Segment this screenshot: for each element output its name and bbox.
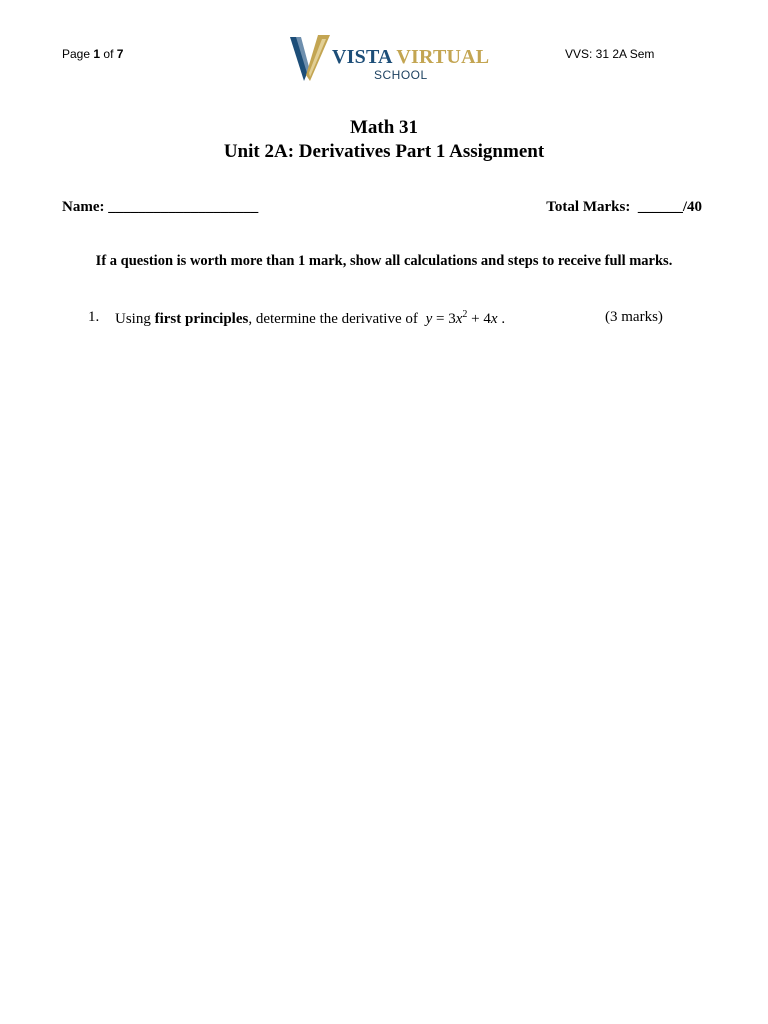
assignment-title: Unit 2A: Derivatives Part 1 Assignment: [223, 141, 545, 162]
course-title: Math 31: [349, 117, 419, 138]
instructions: If a question is worth more than 1 mark, show all calculations and steps to receive full marks.: [95, 253, 673, 269]
question-number: 1.: [88, 309, 100, 325]
question-marks: (3 marks): [605, 309, 663, 325]
logo-wordmark: [332, 46, 489, 69]
name-field: Name: ____________________: [62, 199, 259, 215]
total-marks-label: Total Marks:: [546, 199, 631, 215]
question-equation: $y = 3x^2 + 4x$ .: [425, 309, 506, 327]
v-chevron-logo-icon: [288, 33, 332, 85]
document-title: [0, 116, 768, 164]
course-code: VVS: 31 2A Sem: [565, 47, 655, 61]
school-logo: [288, 33, 490, 85]
total-marks-blank: ______/40: [637, 199, 702, 215]
logo-word-virtual: VIRTUAL: [396, 46, 490, 68]
question-emphasis: first principles: [154, 311, 249, 327]
question-text: Using first principles, determine the derivative of $y = 3x^2 + 4x$ .: [115, 309, 506, 327]
page-number: Page 1 of 7: [62, 47, 124, 61]
total-marks-field: [546, 199, 702, 216]
logo-word-school: SCHOOL: [374, 68, 428, 82]
logo-word-vista: VISTA: [332, 46, 392, 68]
